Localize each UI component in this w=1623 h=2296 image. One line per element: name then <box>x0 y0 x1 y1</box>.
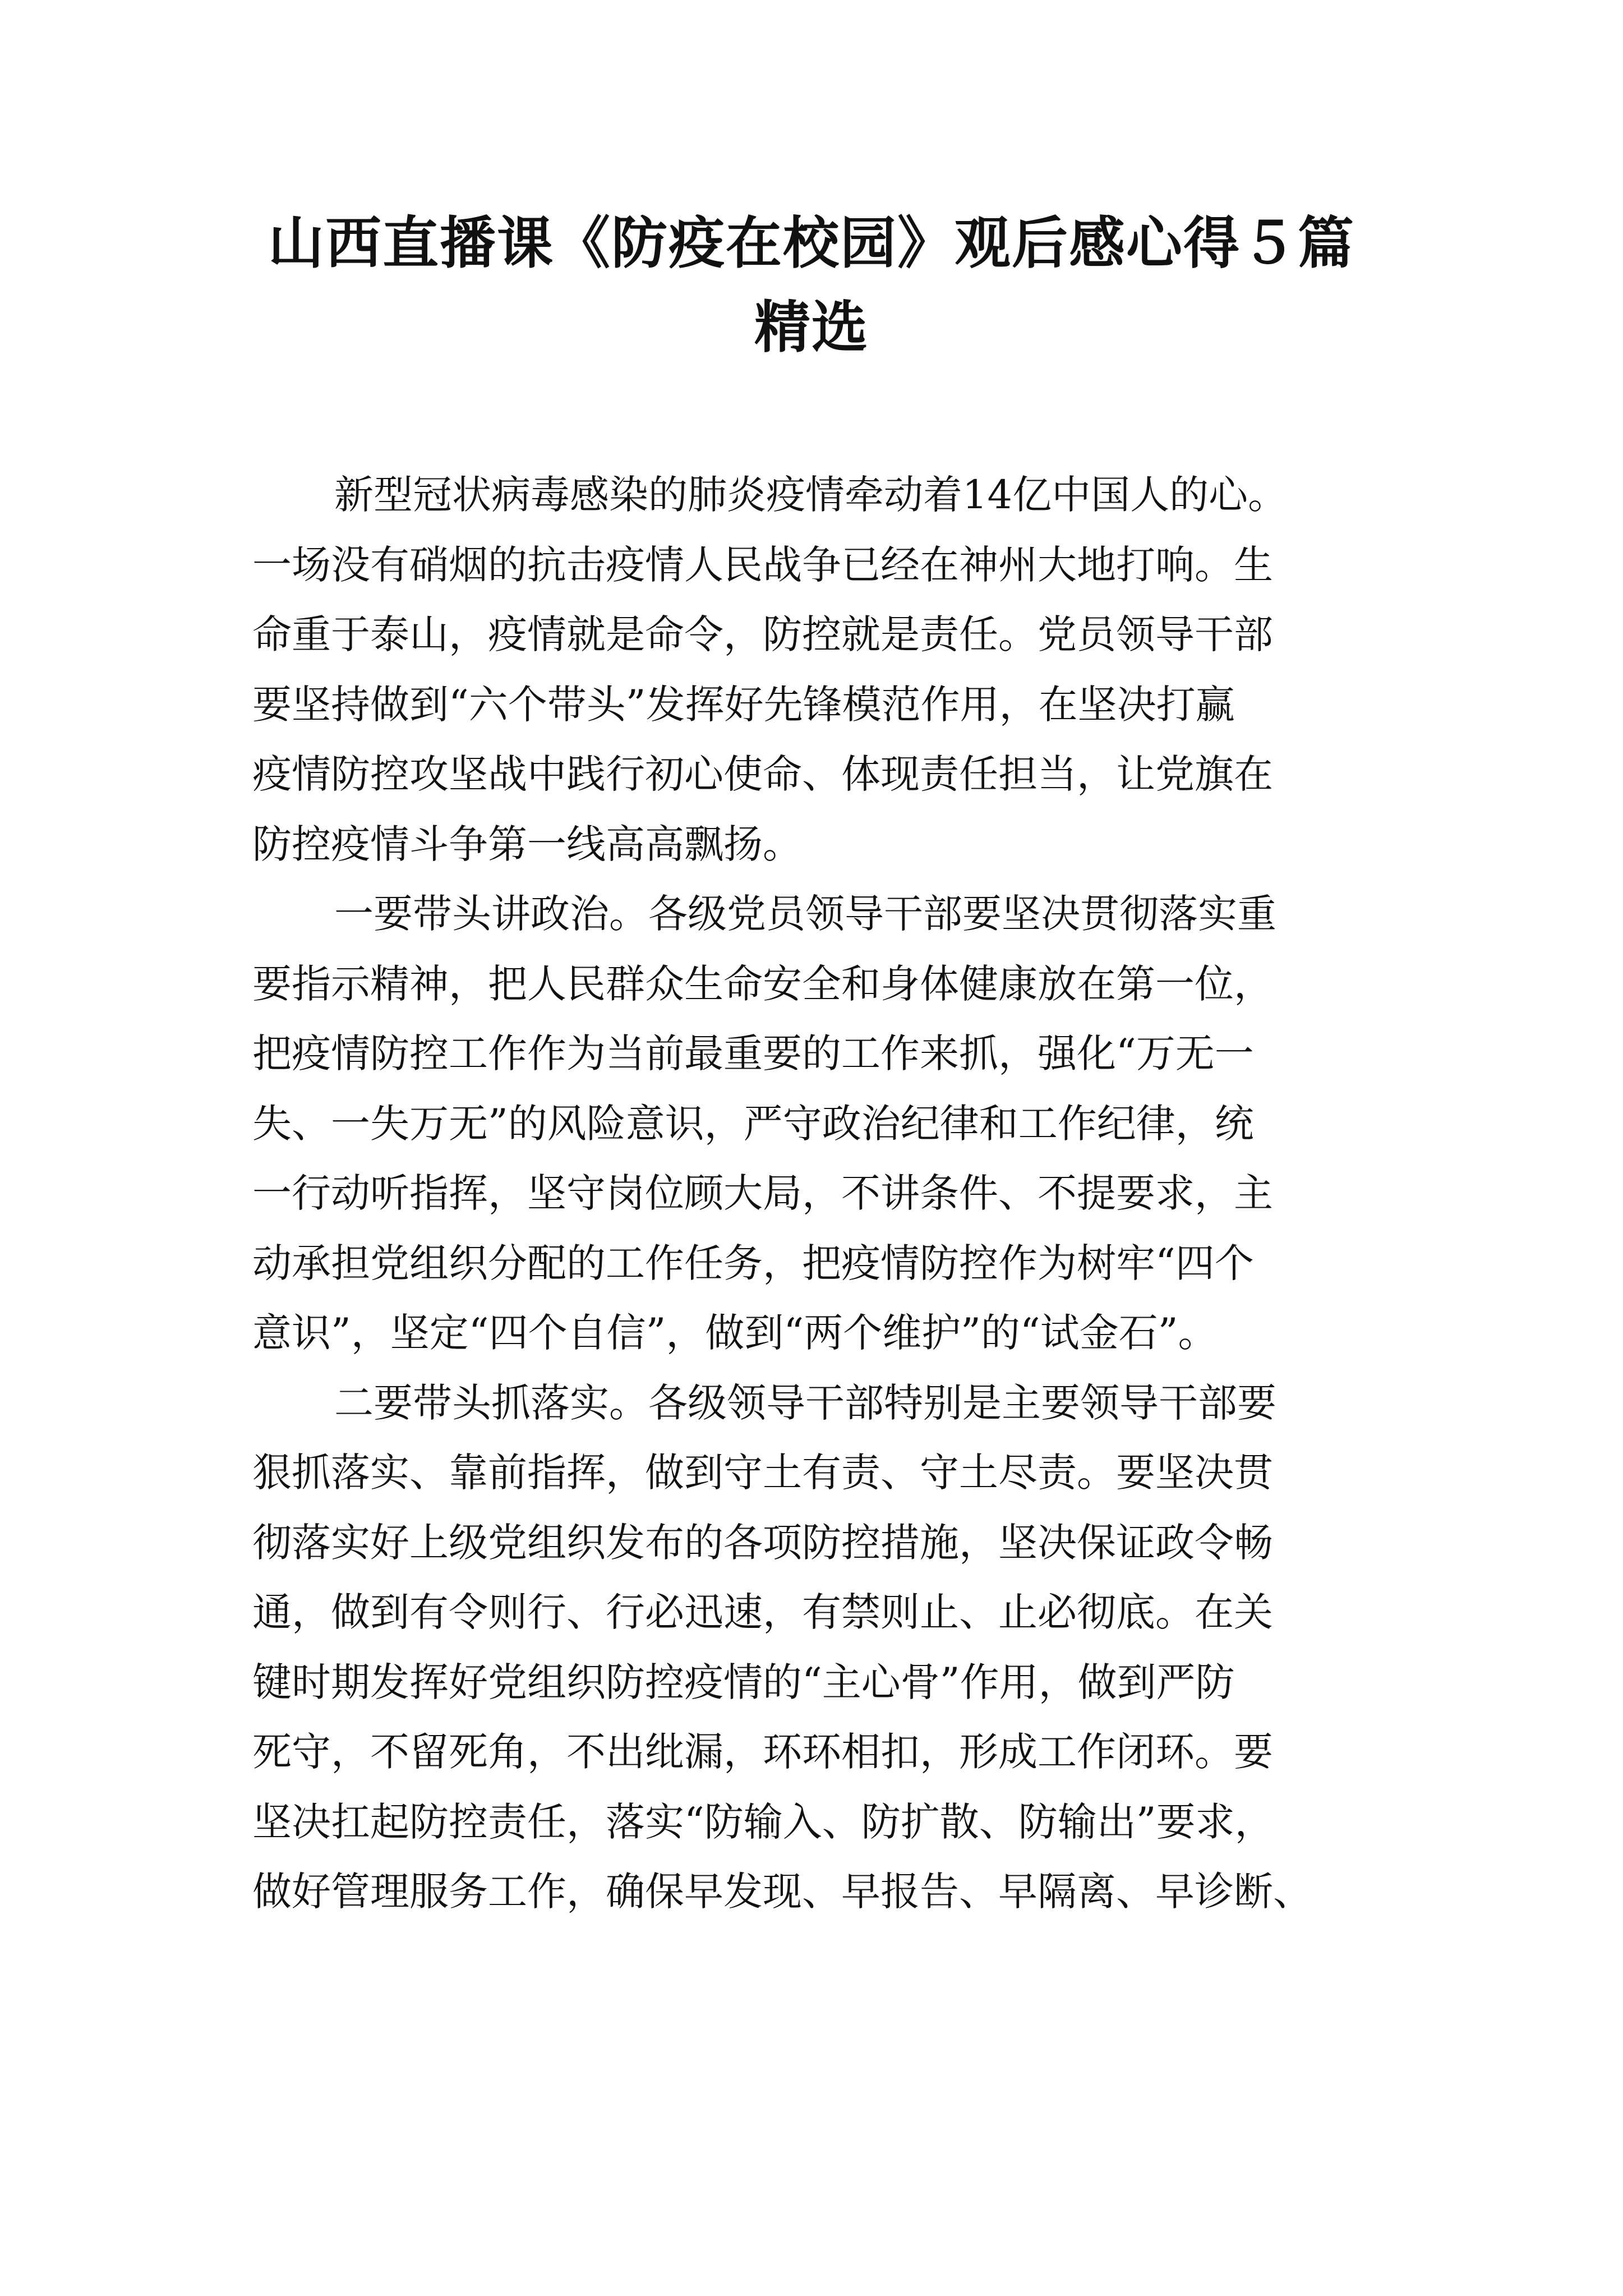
document-title <box>247 201 1376 369</box>
text-line: 死守，不留死角，不出纰漏，环环相扣，形成工作闭环。要 <box>252 1729 1273 1775</box>
text-line: 要坚持做到“六个带头”发挥好先锋模范作用，在坚决打赢 <box>252 681 1235 728</box>
text-line: 一场没有硝烟的抗击疫情人民战争已经在神州大地打响。生 <box>252 541 1273 588</box>
text-line: 把疫情防控工作作为当前最重要的工作来抓，强化“万无一 <box>252 1030 1254 1076</box>
text-line: 彻落实好上级党组织发布的各项防控措施，坚决保证政令畅 <box>252 1519 1273 1566</box>
text-line: 新型冠状病毒感染的肺炎疫情牵动着14亿中国人的心。 <box>334 472 1288 518</box>
title-line-2: 精选 <box>754 294 869 360</box>
text-line: 意识”，坚定“四个自信”，做到“两个维护”的“试金石”。 <box>252 1310 1218 1356</box>
paragraph-point-one <box>252 879 1381 1368</box>
text-line: 键时期发挥好党组织防控疫情的“主心骨”作用，做到严防 <box>252 1659 1235 1705</box>
text-line: 失、一失万无”的风险意识，严守政治纪律和工作纪律，统 <box>252 1100 1254 1147</box>
paragraph-intro <box>252 460 1381 879</box>
text-line: 一行动听指挥，坚守岗位顾大局，不讲条件、不提要求，主 <box>252 1170 1273 1216</box>
text-line: 动承担党组织分配的工作任务，把疫情防控作为树牢“四个 <box>252 1240 1254 1286</box>
text-line: 狠抓落实、靠前指挥，做到守土有责、守土尽责。要坚决贯 <box>252 1450 1273 1496</box>
text-line: 做好管理服务工作，确保早发现、早报告、早隔离、早诊断、 <box>252 1869 1312 1915</box>
paragraph-point-two <box>252 1368 1381 1927</box>
document-body <box>252 460 1381 1927</box>
text-line: 通，做到有令则行、行必迅速，有禁则止、止必彻底。在关 <box>252 1589 1273 1635</box>
text-line: 要指示精神，把人民群众生命安全和身体健康放在第一位， <box>252 960 1273 1007</box>
text-line: 疫情防控攻坚战中践行初心使命、体现责任担当，让党旗在 <box>252 751 1273 797</box>
text-line: 命重于泰山，疫情就是命令，防控就是责任。党员领导干部 <box>252 611 1273 657</box>
text-line: 坚决扛起防控责任，落实“防输入、防扩散、防输出”要求， <box>252 1798 1274 1845</box>
text-line: 二要带头抓落实。各级领导干部特别是主要领导干部要 <box>334 1379 1276 1426</box>
text-line: 一要带头讲政治。各级党员领导干部要坚决贯彻落实重 <box>334 891 1276 937</box>
text-line: 防控疫情斗争第一线高高飘扬。 <box>252 821 802 867</box>
title-line-1: 山西直播课《防疫在校园》观后感心得５篇 <box>268 210 1355 276</box>
